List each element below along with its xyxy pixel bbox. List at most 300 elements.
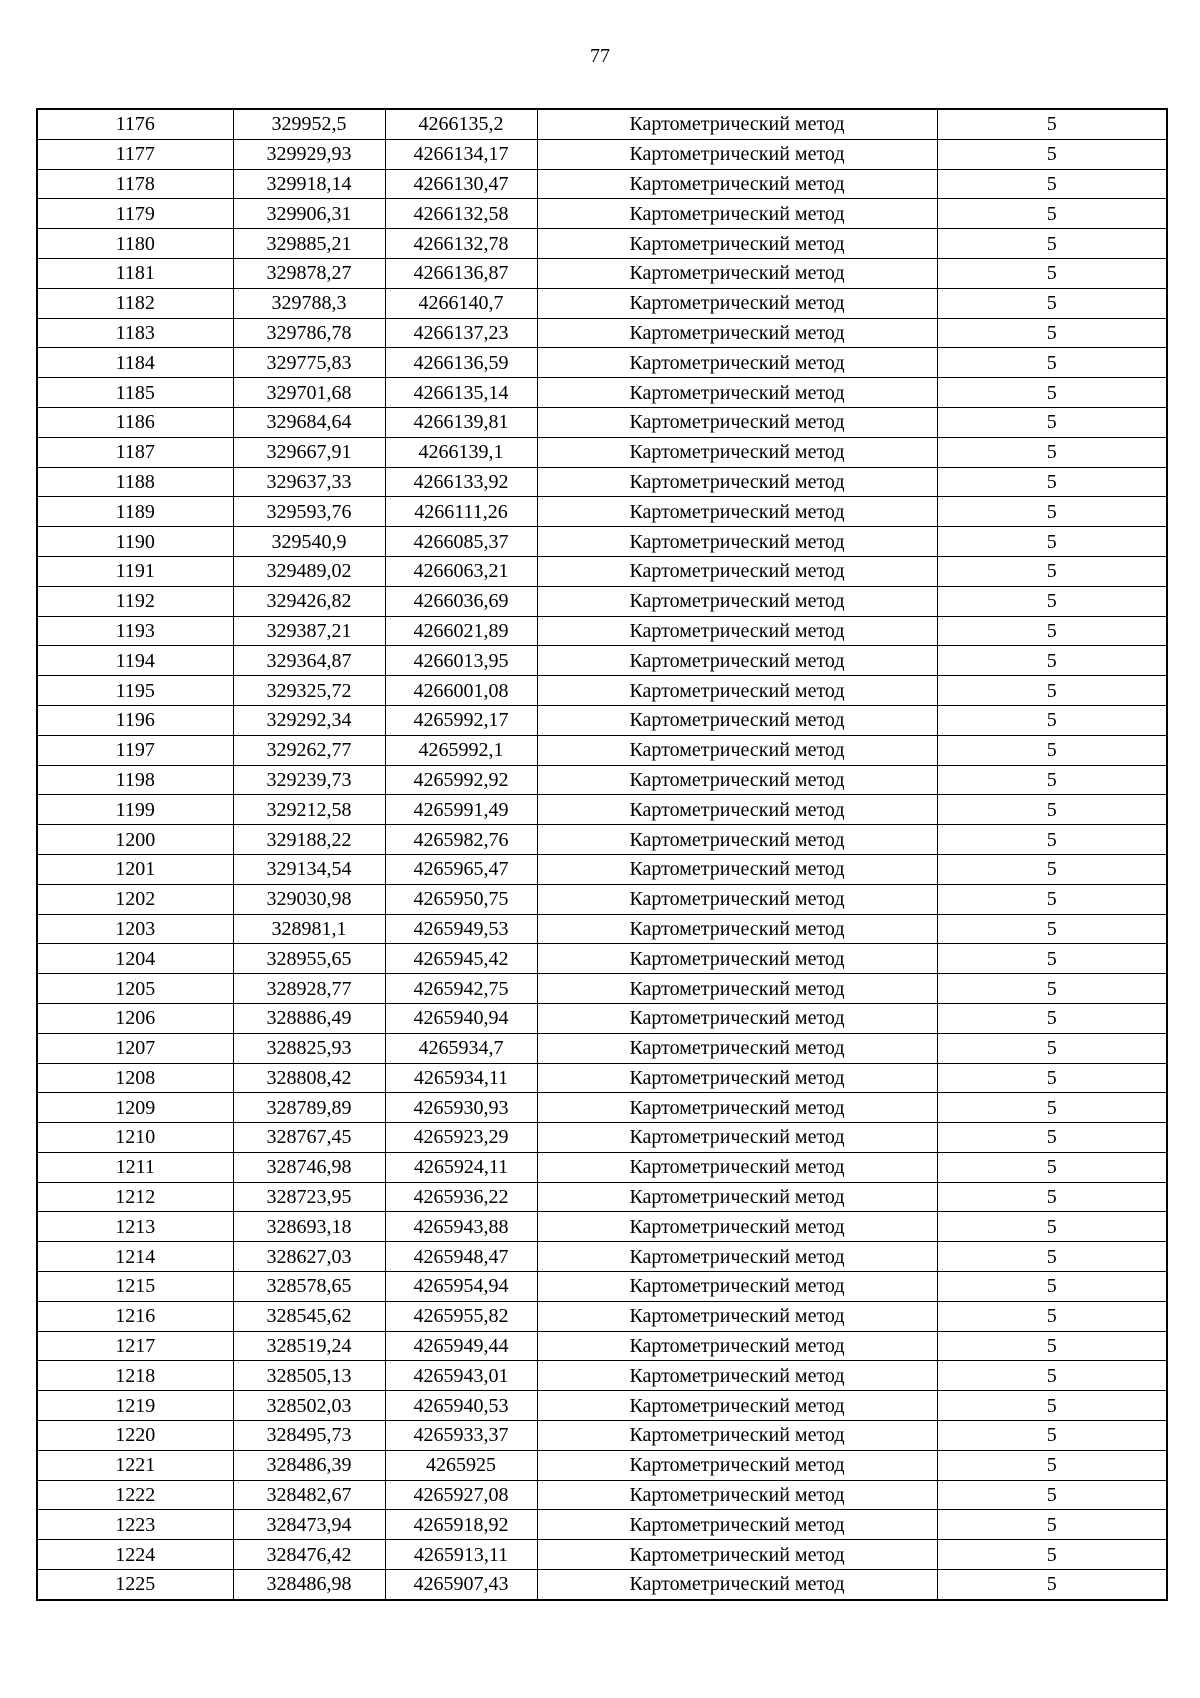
- y-coordinate-cell: 4265991,49: [385, 795, 537, 825]
- accuracy-cell: 5: [937, 1003, 1167, 1033]
- table-row: [37, 825, 1167, 855]
- point-number-cell: 1222: [37, 1480, 233, 1510]
- y-coordinate-cell: 4265927,08: [385, 1480, 537, 1510]
- method-cell: Картометрический метод: [537, 1450, 937, 1480]
- method-cell: Картометрический метод: [537, 288, 937, 318]
- x-coordinate-cell: 329593,76: [233, 497, 385, 527]
- point-number-cell: 1215: [37, 1272, 233, 1302]
- table-row: [37, 556, 1167, 586]
- point-number-cell: 1197: [37, 735, 233, 765]
- x-coordinate-cell: 328502,03: [233, 1391, 385, 1421]
- table-row: [37, 169, 1167, 199]
- method-cell: Картометрический метод: [537, 1480, 937, 1510]
- method-cell: Картометрический метод: [537, 1570, 937, 1600]
- x-coordinate-cell: 328825,93: [233, 1033, 385, 1063]
- point-number-cell: 1213: [37, 1212, 233, 1242]
- table-row: [37, 765, 1167, 795]
- table-row: [37, 1182, 1167, 1212]
- y-coordinate-cell: 4265940,94: [385, 1003, 537, 1033]
- x-coordinate-cell: 328981,1: [233, 914, 385, 944]
- table-row: [37, 914, 1167, 944]
- table-row: [37, 974, 1167, 1004]
- table-row: [37, 1301, 1167, 1331]
- point-number-cell: 1203: [37, 914, 233, 944]
- point-number-cell: 1195: [37, 676, 233, 706]
- table-row: [37, 318, 1167, 348]
- accuracy-cell: 5: [937, 348, 1167, 378]
- table-row: [37, 1391, 1167, 1421]
- accuracy-cell: 5: [937, 1480, 1167, 1510]
- table-row: [37, 467, 1167, 497]
- x-coordinate-cell: 329030,98: [233, 884, 385, 914]
- x-coordinate-cell: 329885,21: [233, 229, 385, 259]
- accuracy-cell: 5: [937, 1242, 1167, 1272]
- x-coordinate-cell: 328519,24: [233, 1331, 385, 1361]
- point-number-cell: 1207: [37, 1033, 233, 1063]
- accuracy-cell: 5: [937, 1361, 1167, 1391]
- accuracy-cell: 5: [937, 169, 1167, 199]
- table-row: [37, 1003, 1167, 1033]
- method-cell: Картометрический метод: [537, 1361, 937, 1391]
- table-row: [37, 705, 1167, 735]
- table-row: [37, 1450, 1167, 1480]
- method-cell: Картометрический метод: [537, 109, 937, 139]
- y-coordinate-cell: 4266137,23: [385, 318, 537, 348]
- y-coordinate-cell: 4265943,01: [385, 1361, 537, 1391]
- y-coordinate-cell: 4265933,37: [385, 1421, 537, 1451]
- method-cell: Картометрический метод: [537, 1033, 937, 1063]
- method-cell: Картометрический метод: [537, 705, 937, 735]
- x-coordinate-cell: 329134,54: [233, 854, 385, 884]
- point-number-cell: 1192: [37, 586, 233, 616]
- accuracy-cell: 5: [937, 1540, 1167, 1570]
- point-number-cell: 1177: [37, 139, 233, 169]
- y-coordinate-cell: 4265942,75: [385, 974, 537, 1004]
- accuracy-cell: 5: [937, 378, 1167, 408]
- accuracy-cell: 5: [937, 497, 1167, 527]
- method-cell: Картометрический метод: [537, 1301, 937, 1331]
- point-number-cell: 1223: [37, 1510, 233, 1540]
- x-coordinate-cell: 329212,58: [233, 795, 385, 825]
- accuracy-cell: 5: [937, 1033, 1167, 1063]
- accuracy-cell: 5: [937, 407, 1167, 437]
- accuracy-cell: 5: [937, 556, 1167, 586]
- point-number-cell: 1199: [37, 795, 233, 825]
- accuracy-cell: 5: [937, 705, 1167, 735]
- method-cell: Картометрический метод: [537, 378, 937, 408]
- accuracy-cell: 5: [937, 1152, 1167, 1182]
- table-row: [37, 139, 1167, 169]
- point-number-cell: 1186: [37, 407, 233, 437]
- table-row: [37, 1272, 1167, 1302]
- table-row: [37, 854, 1167, 884]
- accuracy-cell: 5: [937, 288, 1167, 318]
- method-cell: Картометрический метод: [537, 1540, 937, 1570]
- y-coordinate-cell: 4266136,59: [385, 348, 537, 378]
- y-coordinate-cell: 4265945,42: [385, 944, 537, 974]
- point-number-cell: 1211: [37, 1152, 233, 1182]
- method-cell: Картометрический метод: [537, 765, 937, 795]
- table-row: [37, 378, 1167, 408]
- accuracy-cell: 5: [937, 795, 1167, 825]
- accuracy-cell: 5: [937, 1421, 1167, 1451]
- accuracy-cell: 5: [937, 527, 1167, 557]
- y-coordinate-cell: 4265930,93: [385, 1093, 537, 1123]
- table-row: [37, 1242, 1167, 1272]
- table-row: [37, 407, 1167, 437]
- table-row: [37, 288, 1167, 318]
- y-coordinate-cell: 4265992,92: [385, 765, 537, 795]
- point-number-cell: 1209: [37, 1093, 233, 1123]
- method-cell: Картометрический метод: [537, 1093, 937, 1123]
- x-coordinate-cell: 329292,34: [233, 705, 385, 735]
- method-cell: Картометрический метод: [537, 825, 937, 855]
- y-coordinate-cell: 4265954,94: [385, 1272, 537, 1302]
- point-number-cell: 1182: [37, 288, 233, 318]
- accuracy-cell: 5: [937, 586, 1167, 616]
- accuracy-cell: 5: [937, 616, 1167, 646]
- x-coordinate-cell: 328955,65: [233, 944, 385, 974]
- point-number-cell: 1208: [37, 1063, 233, 1093]
- method-cell: Картометрический метод: [537, 229, 937, 259]
- method-cell: Картометрический метод: [537, 1003, 937, 1033]
- table-row: [37, 497, 1167, 527]
- y-coordinate-cell: 4266111,26: [385, 497, 537, 527]
- y-coordinate-cell: 4266132,58: [385, 199, 537, 229]
- table-row: [37, 1331, 1167, 1361]
- point-number-cell: 1216: [37, 1301, 233, 1331]
- x-coordinate-cell: 328505,13: [233, 1361, 385, 1391]
- x-coordinate-cell: 329952,5: [233, 109, 385, 139]
- table-row: [37, 1212, 1167, 1242]
- x-coordinate-cell: 328495,73: [233, 1421, 385, 1451]
- accuracy-cell: 5: [937, 646, 1167, 676]
- y-coordinate-cell: 4265936,22: [385, 1182, 537, 1212]
- x-coordinate-cell: 328578,65: [233, 1272, 385, 1302]
- point-number-cell: 1202: [37, 884, 233, 914]
- table-row: [37, 616, 1167, 646]
- accuracy-cell: 5: [937, 199, 1167, 229]
- x-coordinate-cell: 328767,45: [233, 1123, 385, 1153]
- point-number-cell: 1188: [37, 467, 233, 497]
- accuracy-cell: 5: [937, 825, 1167, 855]
- point-number-cell: 1179: [37, 199, 233, 229]
- point-number-cell: 1194: [37, 646, 233, 676]
- y-coordinate-cell: 4265955,82: [385, 1301, 537, 1331]
- point-number-cell: 1187: [37, 437, 233, 467]
- accuracy-cell: 5: [937, 735, 1167, 765]
- method-cell: Картометрический метод: [537, 169, 937, 199]
- table-row: [37, 586, 1167, 616]
- table-row: [37, 795, 1167, 825]
- x-coordinate-cell: 329775,83: [233, 348, 385, 378]
- y-coordinate-cell: 4265918,92: [385, 1510, 537, 1540]
- y-coordinate-cell: 4265950,75: [385, 884, 537, 914]
- method-cell: Картометрический метод: [537, 556, 937, 586]
- page-number: 77: [590, 45, 610, 67]
- accuracy-cell: 5: [937, 884, 1167, 914]
- method-cell: Картометрический метод: [537, 318, 937, 348]
- accuracy-cell: 5: [937, 437, 1167, 467]
- accuracy-cell: 5: [937, 467, 1167, 497]
- y-coordinate-cell: 4266135,2: [385, 109, 537, 139]
- y-coordinate-cell: 4265923,29: [385, 1123, 537, 1153]
- table-row: [37, 944, 1167, 974]
- method-cell: Картометрический метод: [537, 348, 937, 378]
- point-number-cell: 1200: [37, 825, 233, 855]
- x-coordinate-cell: 329364,87: [233, 646, 385, 676]
- table-row: [37, 1540, 1167, 1570]
- point-number-cell: 1198: [37, 765, 233, 795]
- point-number-cell: 1206: [37, 1003, 233, 1033]
- accuracy-cell: 5: [937, 258, 1167, 288]
- table-row: [37, 437, 1167, 467]
- table-row: [37, 1033, 1167, 1063]
- point-number-cell: 1178: [37, 169, 233, 199]
- y-coordinate-cell: 4266134,17: [385, 139, 537, 169]
- method-cell: Картометрический метод: [537, 974, 937, 1004]
- y-coordinate-cell: 4266139,81: [385, 407, 537, 437]
- x-coordinate-cell: 328723,95: [233, 1182, 385, 1212]
- point-number-cell: 1205: [37, 974, 233, 1004]
- method-cell: Картометрический метод: [537, 1242, 937, 1272]
- coordinates-table-body: [37, 109, 1167, 1600]
- y-coordinate-cell: 4265913,11: [385, 1540, 537, 1570]
- y-coordinate-cell: 4265925: [385, 1450, 537, 1480]
- y-coordinate-cell: 4265940,53: [385, 1391, 537, 1421]
- x-coordinate-cell: 328746,98: [233, 1152, 385, 1182]
- method-cell: Картометрический метод: [537, 914, 937, 944]
- x-coordinate-cell: 328886,49: [233, 1003, 385, 1033]
- accuracy-cell: 5: [937, 1391, 1167, 1421]
- x-coordinate-cell: 329906,31: [233, 199, 385, 229]
- y-coordinate-cell: 4266036,69: [385, 586, 537, 616]
- y-coordinate-cell: 4266140,7: [385, 288, 537, 318]
- method-cell: Картометрический метод: [537, 1331, 937, 1361]
- accuracy-cell: 5: [937, 1570, 1167, 1600]
- y-coordinate-cell: 4265907,43: [385, 1570, 537, 1600]
- x-coordinate-cell: 328808,42: [233, 1063, 385, 1093]
- method-cell: Картометрический метод: [537, 258, 937, 288]
- table-row: [37, 199, 1167, 229]
- table-row: [37, 1093, 1167, 1123]
- x-coordinate-cell: 329262,77: [233, 735, 385, 765]
- table-row: [37, 676, 1167, 706]
- y-coordinate-cell: 4265992,1: [385, 735, 537, 765]
- table-row: [37, 229, 1167, 259]
- point-number-cell: 1184: [37, 348, 233, 378]
- x-coordinate-cell: 328693,18: [233, 1212, 385, 1242]
- y-coordinate-cell: 4265924,11: [385, 1152, 537, 1182]
- method-cell: Картометрический метод: [537, 1212, 937, 1242]
- table-row: [37, 1152, 1167, 1182]
- x-coordinate-cell: 329878,27: [233, 258, 385, 288]
- accuracy-cell: 5: [937, 1182, 1167, 1212]
- table-row: [37, 1510, 1167, 1540]
- x-coordinate-cell: 328545,62: [233, 1301, 385, 1331]
- method-cell: Картометрический метод: [537, 1391, 937, 1421]
- x-coordinate-cell: 329426,82: [233, 586, 385, 616]
- x-coordinate-cell: 329489,02: [233, 556, 385, 586]
- point-number-cell: 1191: [37, 556, 233, 586]
- y-coordinate-cell: 4266085,37: [385, 527, 537, 557]
- method-cell: Картометрический метод: [537, 1063, 937, 1093]
- y-coordinate-cell: 4266021,89: [385, 616, 537, 646]
- x-coordinate-cell: 328486,39: [233, 1450, 385, 1480]
- x-coordinate-cell: 329387,21: [233, 616, 385, 646]
- method-cell: Картометрический метод: [537, 199, 937, 229]
- accuracy-cell: 5: [937, 1450, 1167, 1480]
- y-coordinate-cell: 4265948,47: [385, 1242, 537, 1272]
- x-coordinate-cell: 329667,91: [233, 437, 385, 467]
- point-number-cell: 1180: [37, 229, 233, 259]
- method-cell: Картометрический метод: [537, 1421, 937, 1451]
- x-coordinate-cell: 329918,14: [233, 169, 385, 199]
- method-cell: Картометрический метод: [537, 586, 937, 616]
- method-cell: Картометрический метод: [537, 944, 937, 974]
- method-cell: Картометрический метод: [537, 467, 937, 497]
- method-cell: Картометрический метод: [537, 1152, 937, 1182]
- x-coordinate-cell: 329637,33: [233, 467, 385, 497]
- point-number-cell: 1181: [37, 258, 233, 288]
- accuracy-cell: 5: [937, 229, 1167, 259]
- y-coordinate-cell: 4265982,76: [385, 825, 537, 855]
- method-cell: Картометрический метод: [537, 646, 937, 676]
- accuracy-cell: 5: [937, 1212, 1167, 1242]
- method-cell: Картометрический метод: [537, 795, 937, 825]
- x-coordinate-cell: 328627,03: [233, 1242, 385, 1272]
- point-number-cell: 1217: [37, 1331, 233, 1361]
- point-number-cell: 1225: [37, 1570, 233, 1600]
- y-coordinate-cell: 4265965,47: [385, 854, 537, 884]
- point-number-cell: 1176: [37, 109, 233, 139]
- point-number-cell: 1212: [37, 1182, 233, 1212]
- table-row: [37, 258, 1167, 288]
- accuracy-cell: 5: [937, 944, 1167, 974]
- x-coordinate-cell: 328482,67: [233, 1480, 385, 1510]
- method-cell: Картометрический метод: [537, 735, 937, 765]
- y-coordinate-cell: 4265992,17: [385, 705, 537, 735]
- y-coordinate-cell: 4266001,08: [385, 676, 537, 706]
- x-coordinate-cell: 328476,42: [233, 1540, 385, 1570]
- point-number-cell: 1204: [37, 944, 233, 974]
- accuracy-cell: 5: [937, 1093, 1167, 1123]
- method-cell: Картометрический метод: [537, 139, 937, 169]
- y-coordinate-cell: 4265949,44: [385, 1331, 537, 1361]
- table-row: [37, 109, 1167, 139]
- y-coordinate-cell: 4266132,78: [385, 229, 537, 259]
- point-number-cell: 1189: [37, 497, 233, 527]
- y-coordinate-cell: 4266013,95: [385, 646, 537, 676]
- y-coordinate-cell: 4266135,14: [385, 378, 537, 408]
- coordinates-table: [36, 108, 1168, 1601]
- y-coordinate-cell: 4266130,47: [385, 169, 537, 199]
- method-cell: Картометрический метод: [537, 616, 937, 646]
- accuracy-cell: 5: [937, 914, 1167, 944]
- accuracy-cell: 5: [937, 1510, 1167, 1540]
- point-number-cell: 1220: [37, 1421, 233, 1451]
- table-row: [37, 884, 1167, 914]
- y-coordinate-cell: 4265943,88: [385, 1212, 537, 1242]
- y-coordinate-cell: 4266136,87: [385, 258, 537, 288]
- x-coordinate-cell: 329540,9: [233, 527, 385, 557]
- point-number-cell: 1224: [37, 1540, 233, 1570]
- accuracy-cell: 5: [937, 1123, 1167, 1153]
- table-row: [37, 1421, 1167, 1451]
- method-cell: Картометрический метод: [537, 1510, 937, 1540]
- accuracy-cell: 5: [937, 854, 1167, 884]
- x-coordinate-cell: 329325,72: [233, 676, 385, 706]
- x-coordinate-cell: 329239,73: [233, 765, 385, 795]
- method-cell: Картометрический метод: [537, 437, 937, 467]
- table-row: [37, 646, 1167, 676]
- method-cell: Картометрический метод: [537, 1182, 937, 1212]
- method-cell: Картометрический метод: [537, 1272, 937, 1302]
- accuracy-cell: 5: [937, 318, 1167, 348]
- y-coordinate-cell: 4265949,53: [385, 914, 537, 944]
- x-coordinate-cell: 329701,68: [233, 378, 385, 408]
- point-number-cell: 1196: [37, 705, 233, 735]
- x-coordinate-cell: 329929,93: [233, 139, 385, 169]
- point-number-cell: 1214: [37, 1242, 233, 1272]
- point-number-cell: 1221: [37, 1450, 233, 1480]
- table-row: [37, 1123, 1167, 1153]
- method-cell: Картометрический метод: [537, 676, 937, 706]
- x-coordinate-cell: 329786,78: [233, 318, 385, 348]
- y-coordinate-cell: 4266139,1: [385, 437, 537, 467]
- table-row: [37, 1361, 1167, 1391]
- x-coordinate-cell: 329188,22: [233, 825, 385, 855]
- accuracy-cell: 5: [937, 974, 1167, 1004]
- method-cell: Картометрический метод: [537, 527, 937, 557]
- method-cell: Картометрический метод: [537, 407, 937, 437]
- point-number-cell: 1210: [37, 1123, 233, 1153]
- x-coordinate-cell: 328473,94: [233, 1510, 385, 1540]
- accuracy-cell: 5: [937, 1301, 1167, 1331]
- point-number-cell: 1218: [37, 1361, 233, 1391]
- x-coordinate-cell: 328789,89: [233, 1093, 385, 1123]
- point-number-cell: 1190: [37, 527, 233, 557]
- y-coordinate-cell: 4266133,92: [385, 467, 537, 497]
- method-cell: Картометрический метод: [537, 854, 937, 884]
- accuracy-cell: 5: [937, 1331, 1167, 1361]
- x-coordinate-cell: 329684,64: [233, 407, 385, 437]
- table-row: [37, 527, 1167, 557]
- point-number-cell: 1183: [37, 318, 233, 348]
- accuracy-cell: 5: [937, 1272, 1167, 1302]
- point-number-cell: 1185: [37, 378, 233, 408]
- method-cell: Картометрический метод: [537, 497, 937, 527]
- y-coordinate-cell: 4265934,11: [385, 1063, 537, 1093]
- method-cell: Картометрический метод: [537, 1123, 937, 1153]
- accuracy-cell: 5: [937, 1063, 1167, 1093]
- accuracy-cell: 5: [937, 676, 1167, 706]
- x-coordinate-cell: 328486,98: [233, 1570, 385, 1600]
- x-coordinate-cell: 328928,77: [233, 974, 385, 1004]
- table-row: [37, 1570, 1167, 1600]
- y-coordinate-cell: 4266063,21: [385, 556, 537, 586]
- table-row: [37, 1063, 1167, 1093]
- point-number-cell: 1201: [37, 854, 233, 884]
- accuracy-cell: 5: [937, 139, 1167, 169]
- x-coordinate-cell: 329788,3: [233, 288, 385, 318]
- y-coordinate-cell: 4265934,7: [385, 1033, 537, 1063]
- table-row: [37, 348, 1167, 378]
- point-number-cell: 1219: [37, 1391, 233, 1421]
- accuracy-cell: 5: [937, 109, 1167, 139]
- point-number-cell: 1193: [37, 616, 233, 646]
- table-row: [37, 1480, 1167, 1510]
